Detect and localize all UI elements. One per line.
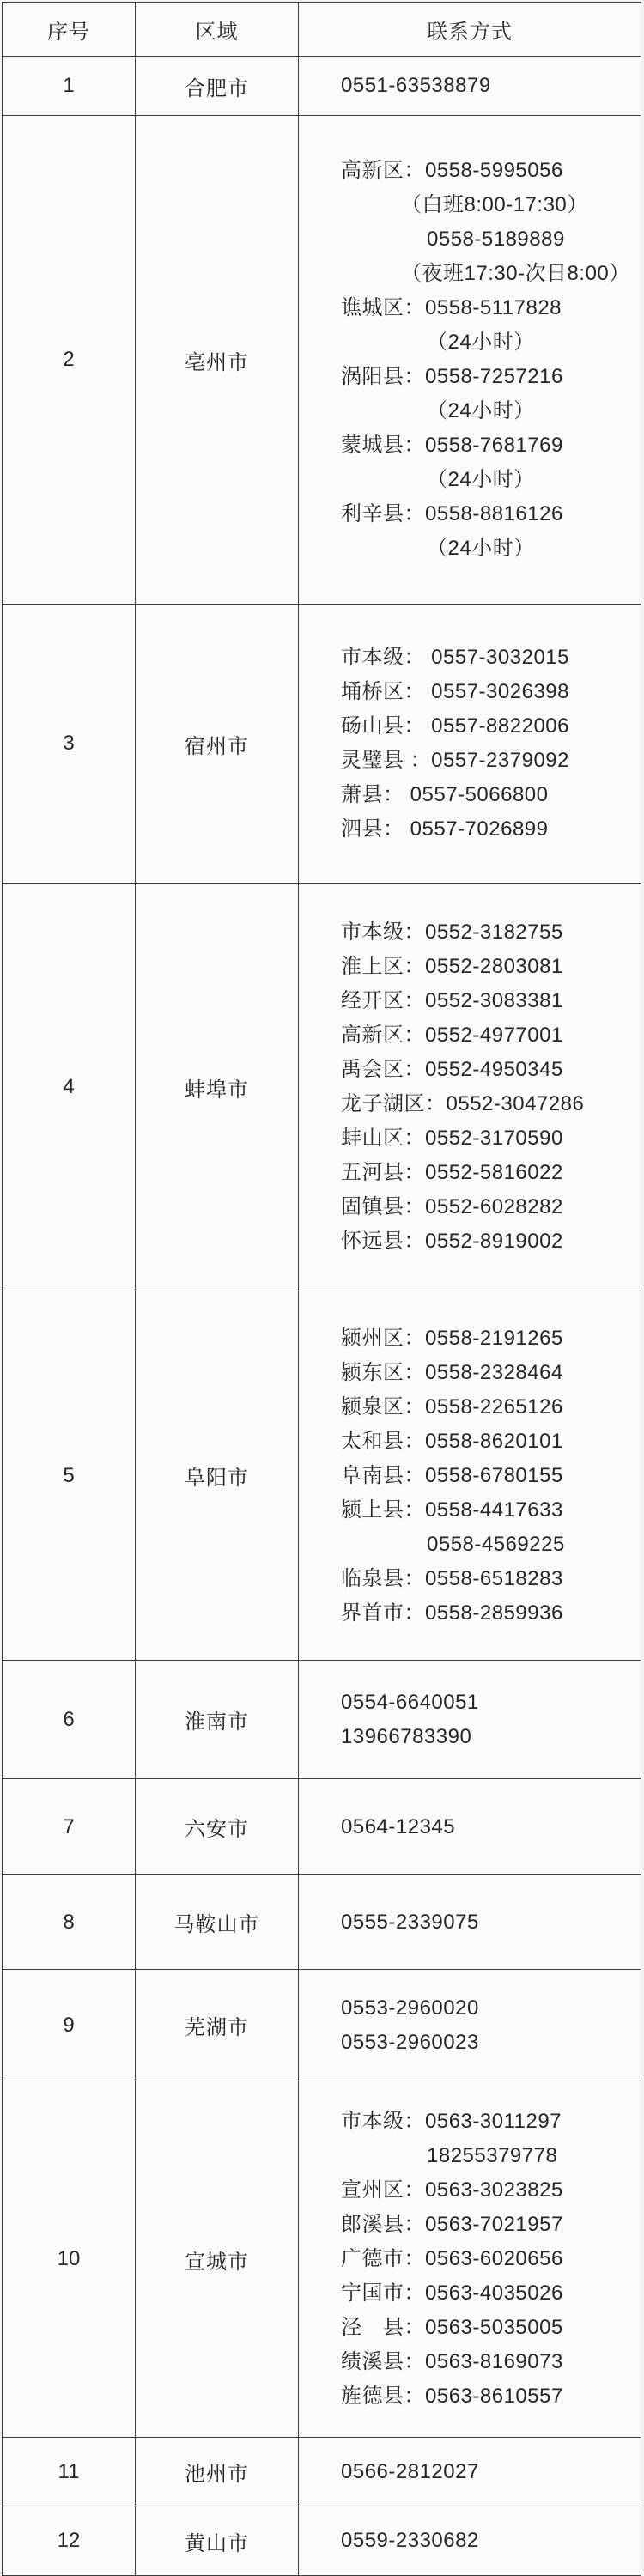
contact-line: （24小时） bbox=[427, 331, 535, 354]
region-cell bbox=[136, 1779, 299, 1875]
contact-line: 禹会区：0552-4950345 bbox=[341, 1058, 563, 1081]
contact-cell bbox=[299, 884, 641, 1291]
contact-line: 埇桥区： 0557-3026398 bbox=[341, 680, 569, 703]
region-cell bbox=[136, 1291, 299, 1661]
contact-line: 0553-2960023 bbox=[341, 2030, 479, 2054]
contact-cell bbox=[299, 1779, 641, 1875]
row-number: 12 bbox=[57, 2529, 81, 2552]
region-cell bbox=[136, 884, 299, 1291]
contact-line: 0564-12345 bbox=[341, 1814, 456, 1838]
contact-line: 经开区：0552-3083381 bbox=[341, 989, 563, 1012]
row-number: 4 bbox=[63, 1075, 75, 1098]
contact-cell bbox=[299, 2081, 641, 2438]
contact-line: 砀山县： 0557-8822006 bbox=[341, 714, 569, 738]
contact-line: 淮上区：0552-2803081 bbox=[341, 955, 563, 978]
contact-line: 0553-2960020 bbox=[341, 1996, 479, 2020]
contact-cell bbox=[299, 2506, 641, 2576]
contact-line: 蒙城县：0558-7681769 bbox=[341, 434, 563, 457]
contact-table bbox=[2, 2, 641, 2576]
contact-line: 灵璧县 ：0557-2379092 bbox=[341, 749, 569, 772]
contact-line: 绩溪县：0563-8169073 bbox=[341, 2350, 563, 2373]
region-cell bbox=[136, 1875, 299, 1970]
region-cell bbox=[136, 57, 299, 116]
region-name: 合肥市 bbox=[185, 76, 249, 100]
row-number: 9 bbox=[63, 2013, 75, 2037]
contact-line: 龙子湖区：0552-3047286 bbox=[341, 1092, 585, 1115]
contact-cell bbox=[299, 116, 641, 605]
region-name: 宣城市 bbox=[185, 2250, 249, 2274]
region-name: 芜湖市 bbox=[185, 2016, 249, 2039]
table-row bbox=[3, 1661, 641, 1779]
region-name: 蚌埠市 bbox=[185, 1078, 249, 1102]
region-name: 马鞍山市 bbox=[173, 1913, 260, 1936]
contact-line: 利辛县：0558-8816126 bbox=[341, 502, 563, 526]
row-number-cell bbox=[3, 1779, 136, 1875]
contact-line: 市本级：0563-3011297 bbox=[341, 2110, 562, 2133]
contact-line: 0551-63538879 bbox=[341, 74, 491, 97]
contact-line: 18255379778 bbox=[427, 2144, 558, 2167]
contact-line: 五河县：0552-5816022 bbox=[341, 1161, 563, 1184]
region-cell bbox=[136, 605, 299, 884]
contact-line: 旌德县：0563-8610557 bbox=[341, 2385, 563, 2408]
region-name: 宿州市 bbox=[185, 734, 249, 758]
contact-cell bbox=[299, 57, 641, 116]
table-row bbox=[3, 1291, 641, 1661]
row-number-cell bbox=[3, 1661, 136, 1779]
row-number: 10 bbox=[57, 2247, 81, 2270]
contact-line: 太和县：0558-8620101 bbox=[341, 1429, 563, 1453]
contact-line: 0555-2339075 bbox=[341, 1910, 479, 1934]
contact-cell bbox=[299, 605, 641, 884]
row-number-cell bbox=[3, 605, 136, 884]
contact-cell bbox=[299, 1970, 641, 2081]
region-name: 六安市 bbox=[185, 1818, 249, 1841]
table-row bbox=[3, 2506, 641, 2576]
contact-cell bbox=[299, 2438, 641, 2506]
row-number-cell bbox=[3, 2506, 136, 2576]
contact-cell bbox=[299, 1291, 641, 1661]
row-number-cell bbox=[3, 116, 136, 605]
contact-line: （白班8:00-17:30） bbox=[401, 193, 588, 216]
table-row bbox=[3, 2438, 641, 2506]
table-row bbox=[3, 57, 641, 116]
table-row bbox=[3, 1875, 641, 1970]
contact-line: 蚌山区：0552-3170590 bbox=[341, 1127, 563, 1150]
contact-line: 宣州区：0563-3023825 bbox=[341, 2178, 563, 2202]
header-cell-no: 序号 bbox=[3, 3, 136, 57]
contact-line: 泗县： 0557-7026899 bbox=[341, 817, 549, 841]
table-header bbox=[3, 3, 641, 57]
row-number-cell bbox=[3, 1970, 136, 2081]
contact-line: 0558-5189889 bbox=[427, 228, 565, 251]
contact-line: 颍州区：0558-2191265 bbox=[341, 1326, 563, 1350]
header-row bbox=[3, 3, 641, 57]
region-cell bbox=[136, 2081, 299, 2438]
header-cell-contact: 联系方式 bbox=[299, 3, 641, 57]
region-cell bbox=[136, 2438, 299, 2506]
contact-line: （24小时） bbox=[427, 537, 535, 560]
row-number: 8 bbox=[63, 1910, 75, 1934]
contact-line: 阜南县：0558-6780155 bbox=[341, 1463, 563, 1487]
row-number: 6 bbox=[63, 1707, 75, 1731]
row-number: 2 bbox=[63, 348, 75, 371]
table-row bbox=[3, 1970, 641, 2081]
contact-line: 市本级：0552-3182755 bbox=[341, 920, 563, 944]
table-row bbox=[3, 884, 641, 1291]
row-number-cell bbox=[3, 884, 136, 1291]
contact-line: 高新区：0552-4977001 bbox=[341, 1024, 563, 1047]
region-cell bbox=[136, 1970, 299, 2081]
row-number-cell bbox=[3, 1291, 136, 1661]
contact-line: （夜班17:30-次日8:00） bbox=[401, 262, 630, 285]
region-cell bbox=[136, 2506, 299, 2576]
region-name: 池州市 bbox=[185, 2463, 249, 2486]
row-number-cell bbox=[3, 2081, 136, 2438]
table-row bbox=[3, 116, 641, 605]
table-row bbox=[3, 2081, 641, 2438]
row-number-cell bbox=[3, 1875, 136, 1970]
contact-line: 宁国市：0563-4035026 bbox=[341, 2281, 563, 2305]
contact-line: 0559-2330682 bbox=[341, 2529, 479, 2552]
contact-line: 13966783390 bbox=[341, 1724, 472, 1748]
contact-line: 0566-2812027 bbox=[341, 2459, 479, 2483]
contact-line: 临泉县：0558-6518283 bbox=[341, 1566, 563, 1590]
contact-line: 界首市：0558-2859936 bbox=[341, 1601, 563, 1625]
contact-line: 涡阳县：0558-7257216 bbox=[341, 365, 563, 388]
contact-line: 广德市：0563-6020656 bbox=[341, 2247, 563, 2270]
contact-line: 0554-6640051 bbox=[341, 1690, 479, 1714]
contact-cell bbox=[299, 1875, 641, 1970]
row-number: 7 bbox=[63, 1814, 75, 1838]
region-cell bbox=[136, 1661, 299, 1779]
table-row bbox=[3, 605, 641, 884]
row-number: 11 bbox=[58, 2459, 80, 2483]
row-number-cell bbox=[3, 57, 136, 116]
table-row bbox=[3, 1779, 641, 1875]
contact-line: 颍上县：0558-4417633 bbox=[341, 1498, 563, 1522]
row-number: 3 bbox=[63, 732, 75, 755]
table-body bbox=[3, 57, 641, 2576]
contact-line: 泾 县：0563-5035005 bbox=[341, 2316, 563, 2339]
contact-line: 怀远县：0552-8919002 bbox=[341, 1230, 563, 1253]
region-cell bbox=[136, 116, 299, 605]
contact-cell bbox=[299, 1661, 641, 1779]
contact-line: 颍东区：0558-2328464 bbox=[341, 1360, 563, 1384]
row-number: 1 bbox=[63, 74, 75, 97]
contact-line: 萧县： 0557-5066800 bbox=[341, 783, 549, 806]
contact-line: 谯城区：0558-5117828 bbox=[341, 296, 562, 319]
contact-line: （24小时） bbox=[427, 468, 535, 491]
contact-line: 0558-4569225 bbox=[427, 1532, 565, 1556]
region-name: 淮南市 bbox=[185, 1710, 249, 1734]
contact-line: 高新区：0558-5995056 bbox=[341, 159, 563, 182]
contact-line: 市本级： 0557-3032015 bbox=[341, 646, 569, 669]
contact-line: （24小时） bbox=[427, 399, 535, 422]
contact-line: 郎溪县：0563-7021957 bbox=[341, 2213, 563, 2236]
region-name: 黄山市 bbox=[185, 2531, 249, 2555]
region-name: 亳州市 bbox=[185, 350, 249, 374]
region-name: 阜阳市 bbox=[185, 1467, 249, 1490]
row-number-cell bbox=[3, 2438, 136, 2506]
contact-line: 颍泉区：0558-2265126 bbox=[341, 1394, 563, 1419]
row-number: 5 bbox=[63, 1463, 75, 1487]
contact-line: 固镇县：0552-6028282 bbox=[341, 1195, 563, 1218]
header-cell-region: 区域 bbox=[136, 3, 299, 57]
